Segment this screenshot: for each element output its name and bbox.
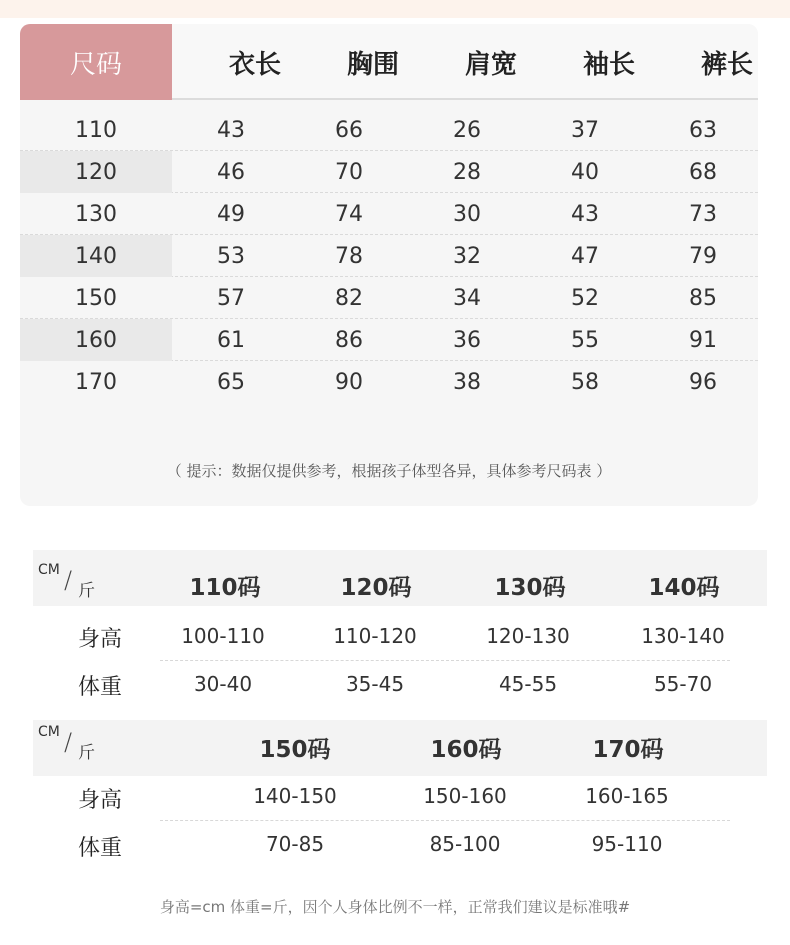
table-row <box>20 361 758 403</box>
weight-value: 30-40 <box>193 672 253 696</box>
table-cell: 57 <box>217 285 245 311</box>
table-cell: 96 <box>689 369 717 395</box>
slash-icon: / <box>64 566 73 594</box>
table-cell: 90 <box>335 369 363 395</box>
table-cell: 30 <box>453 201 481 227</box>
height-value: 100-110 <box>181 624 265 648</box>
table-cell: 68 <box>689 159 717 185</box>
table-cell: 66 <box>335 117 363 143</box>
table-cell: 46 <box>217 159 245 185</box>
height-value: 110-120 <box>333 624 417 648</box>
table-cell: 36 <box>453 327 481 353</box>
column-title: 120码 <box>340 575 412 601</box>
unit-label <box>38 724 100 764</box>
table-cell: 53 <box>217 243 245 269</box>
table-cell: 73 <box>689 201 717 227</box>
table-cell: 26 <box>453 117 481 143</box>
top-strip <box>0 0 790 18</box>
column-title: 150码 <box>259 737 331 763</box>
weight-value: 55-70 <box>653 672 713 696</box>
table-cell: 58 <box>571 369 599 395</box>
unit-cm: CM <box>38 562 60 578</box>
table-cell: 32 <box>453 243 481 269</box>
weight-label: 体重 <box>77 836 122 861</box>
table-cell: 82 <box>335 285 363 311</box>
header-chest: 胸围 <box>346 49 399 80</box>
table-cell: 63 <box>689 117 717 143</box>
weight-value: 70-85 <box>265 832 325 856</box>
table-cell: 91 <box>689 327 717 353</box>
size-value: 110 <box>75 117 117 143</box>
unit-label <box>38 562 100 602</box>
size-value: 150 <box>75 285 117 311</box>
table-row <box>20 277 758 319</box>
size-value: 130 <box>75 201 117 227</box>
table-cell: 40 <box>571 159 599 185</box>
size-chart-header <box>20 24 758 100</box>
size-value: 120 <box>20 151 172 193</box>
table-cell: 70 <box>335 159 363 185</box>
size-chart-note: （ 提示：数据仅提供参考，根据孩子体型各异，具体参考尺码表 ） <box>166 462 612 480</box>
header-shoulder: 肩宽 <box>464 49 517 80</box>
footnote: 身高=cm 体重=斤，因个人身体比例不一样，正常我们建议是标准哦# <box>159 898 631 916</box>
column-title: 130码 <box>494 575 566 601</box>
table-row <box>20 151 758 193</box>
table-cell: 43 <box>217 117 245 143</box>
height-value: 150-160 <box>423 784 507 808</box>
table-cell: 34 <box>453 285 481 311</box>
row-divider <box>160 820 730 821</box>
table-cell: 37 <box>571 117 599 143</box>
unit-jin: 斤 <box>78 581 95 601</box>
table-cell: 65 <box>217 369 245 395</box>
header-length: 衣长 <box>228 49 281 80</box>
table-cell: 38 <box>453 369 481 395</box>
weight-label: 体重 <box>77 675 122 700</box>
height-value: 120-130 <box>486 624 570 648</box>
height-value: 160-165 <box>585 784 669 808</box>
size-chart <box>20 24 758 506</box>
unit-jin: 斤 <box>78 743 95 763</box>
table-row <box>20 319 758 361</box>
size-value: 170 <box>75 369 117 395</box>
row-divider <box>160 660 730 661</box>
table-row <box>20 109 758 151</box>
height-value: 140-150 <box>253 784 337 808</box>
table-cell: 47 <box>571 243 599 269</box>
unit-cm: CM <box>38 724 60 740</box>
table-row <box>20 193 758 235</box>
table-row <box>20 235 758 277</box>
height-value: 130-140 <box>641 624 725 648</box>
column-title: 140码 <box>648 575 720 601</box>
header-sleeve: 袖长 <box>582 49 635 80</box>
weight-value: 85-100 <box>429 832 501 856</box>
table-cell: 52 <box>571 285 599 311</box>
table-cell: 28 <box>453 159 481 185</box>
column-title: 170码 <box>592 737 664 763</box>
table-cell: 78 <box>335 243 363 269</box>
header-pants: 裤长 <box>700 49 753 80</box>
table-cell: 74 <box>335 201 363 227</box>
header-size: 尺码 <box>20 24 172 100</box>
column-title: 110码 <box>189 575 261 601</box>
table-cell: 86 <box>335 327 363 353</box>
table-cell: 43 <box>571 201 599 227</box>
table-cell: 55 <box>571 327 599 353</box>
weight-value: 45-55 <box>498 672 558 696</box>
height-label: 身高 <box>77 788 122 813</box>
weight-value: 95-110 <box>591 832 663 856</box>
size-value: 160 <box>20 319 172 361</box>
table-cell: 79 <box>689 243 717 269</box>
table-cell: 49 <box>217 201 245 227</box>
weight-value: 35-45 <box>345 672 405 696</box>
table-cell: 61 <box>217 327 245 353</box>
height-label: 身高 <box>77 627 122 652</box>
slash-icon: / <box>64 728 73 756</box>
table-cell: 85 <box>689 285 717 311</box>
size-value: 140 <box>20 235 172 277</box>
column-title: 160码 <box>430 737 502 763</box>
